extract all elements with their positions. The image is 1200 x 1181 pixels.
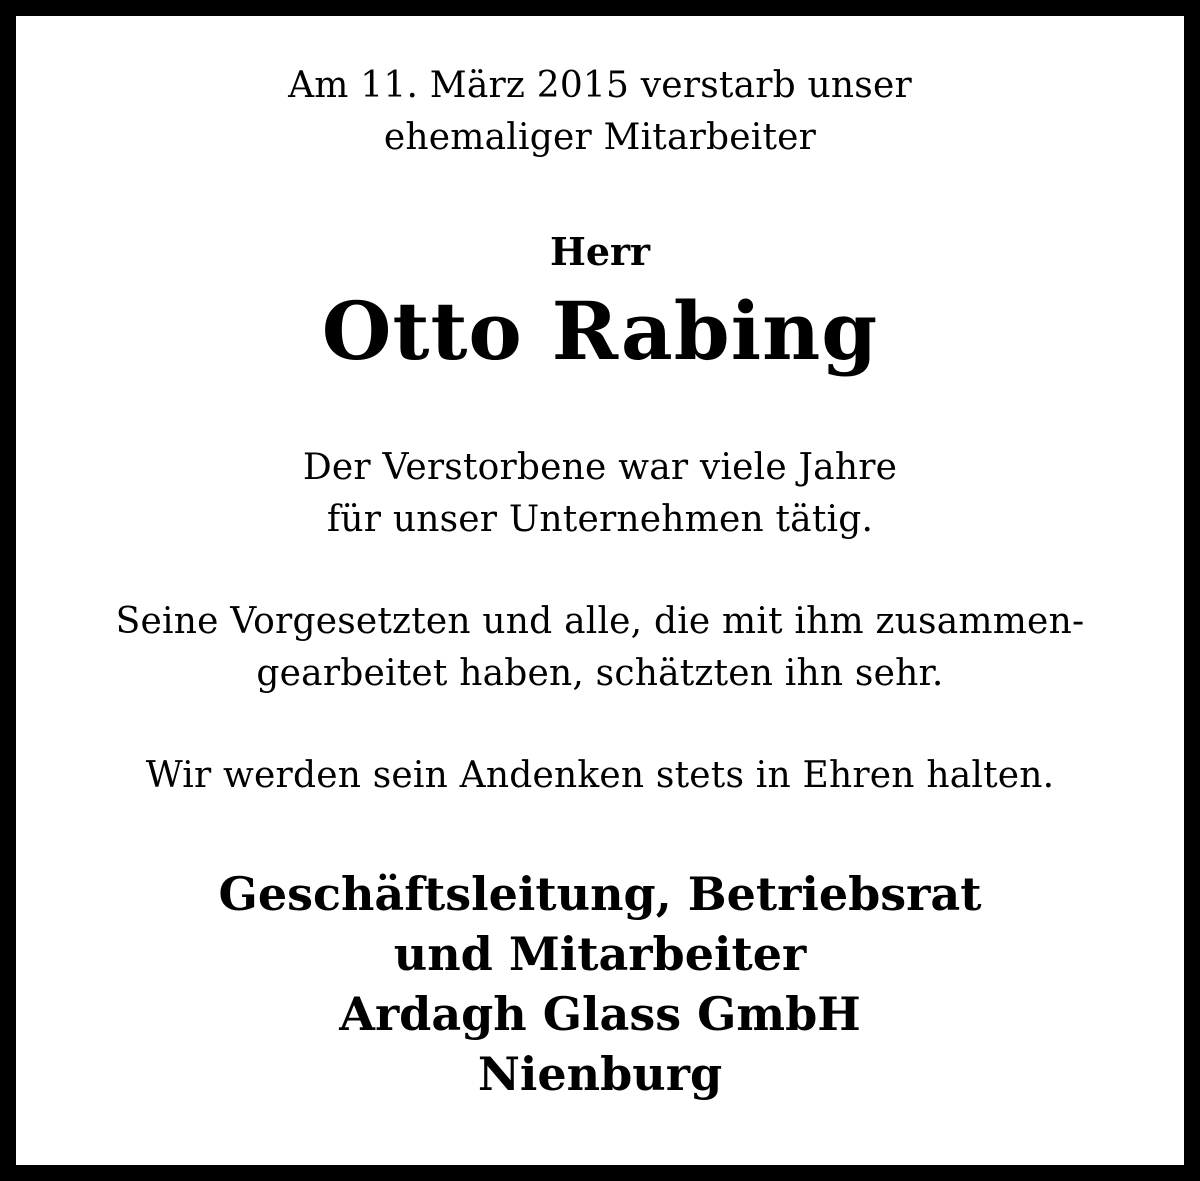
deceased-title: Herr bbox=[549, 229, 651, 274]
signature-line-3: Ardagh Glass GmbH bbox=[339, 987, 861, 1041]
paragraph3-line-1: Wir werden sein Andenken stets in Ehren halten. bbox=[145, 755, 1055, 796]
signature-line-4: Nienburg bbox=[477, 1047, 723, 1101]
paragraph1-line-2: für unser Unternehmen tätig. bbox=[326, 499, 874, 540]
paragraph1-line-1: Der Verstorbene war viele Jahre bbox=[302, 447, 898, 488]
deceased-name: Otto Rabing bbox=[321, 284, 879, 378]
intro-line-2: ehemaliger Mitarbeiter bbox=[383, 117, 817, 158]
paragraph2-line-1: Seine Vorgesetzten und alle, die mit ihm zusammen- bbox=[115, 601, 1085, 642]
signature-line-1: Geschäftsleitung, Betriebsrat bbox=[218, 867, 982, 921]
intro-line-1: Am 11. März 2015 verstarb unser bbox=[288, 65, 912, 106]
paragraph2-line-2: gearbeitet haben, schätzten ihn sehr. bbox=[256, 653, 944, 694]
signature-line-2: und Mitarbeiter bbox=[393, 927, 807, 981]
